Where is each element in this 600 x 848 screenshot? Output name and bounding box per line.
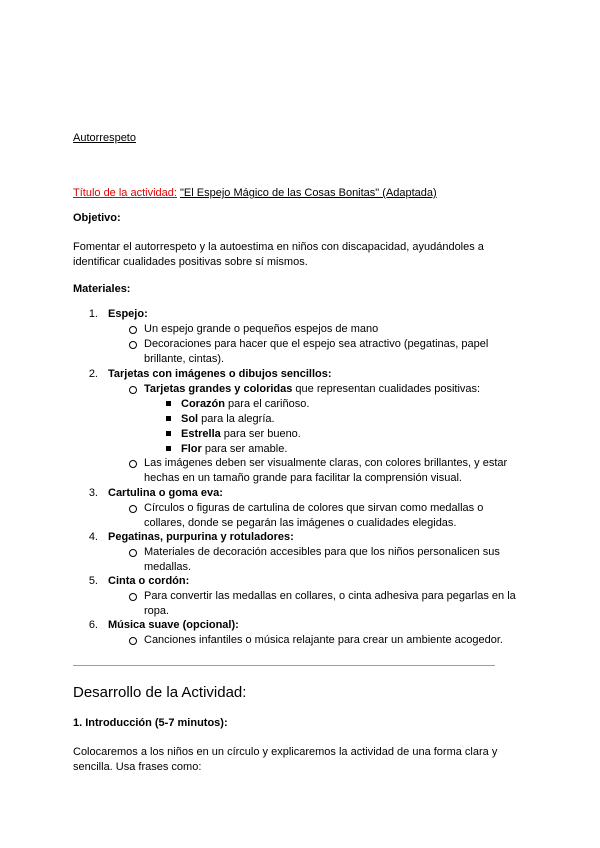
phrase: que representan cualidades positivas: [292, 383, 481, 395]
hollow-bullet-icon [129, 460, 137, 468]
material-title: Tarjetas con imágenes o dibujos sencillos: [108, 368, 332, 380]
list-item [181, 442, 287, 457]
list-item: Para convertir las medallas en collares, o cinta adhesiva para pegarlas en la [144, 590, 516, 602]
bold-phrase: Estrella [181, 428, 221, 440]
material-title: Cinta o cordón: [108, 575, 190, 587]
intro-line-2: sencilla. Usa frases como: [73, 761, 202, 773]
hollow-bullet-icon [129, 593, 137, 601]
doc-heading: Autorrespeto [73, 132, 136, 144]
square-bullet-icon [166, 401, 171, 406]
activity-title-line [73, 186, 437, 201]
list-item [144, 382, 480, 397]
intro-line-1: Colocaremos a los niños en un círculo y explicaremos la actividad de una forma clara y [73, 746, 498, 758]
list-item: hechas en un tamaño grande para facilitar la comprensión visual. [144, 472, 462, 484]
list-number: 6. [88, 619, 98, 631]
intro-heading: 1. Introducción (5-7 minutos): [73, 717, 228, 729]
list-number: 4. [88, 531, 98, 543]
list-item [181, 397, 309, 412]
horizontal-divider [73, 665, 495, 666]
hollow-bullet-icon [129, 341, 137, 349]
development-heading: Desarrollo de la Actividad: [73, 684, 247, 701]
hollow-bullet-icon [129, 386, 137, 394]
material-title: Música suave (opcional): [108, 619, 239, 631]
phrase: para ser amable. [201, 443, 288, 455]
hollow-bullet-icon [129, 637, 137, 645]
phrase: para ser bueno. [220, 428, 301, 440]
list-item: Canciones infantiles o música relajante para crear un ambiente acogedor. [144, 634, 503, 646]
phrase: para el cariñoso. [225, 398, 310, 410]
materials-heading: Materiales: [73, 283, 131, 295]
list-number: 2. [88, 368, 98, 380]
list-item: Materiales de decoración accesibles para que los niños personalicen sus [144, 546, 500, 558]
square-bullet-icon [166, 416, 171, 421]
objective-line-2: identificar cualidades positivas sobre sí mismos. [73, 256, 308, 268]
material-title: Pegatinas, purpurina y rotuladores: [108, 531, 294, 543]
bold-phrase: Sol [181, 413, 199, 425]
list-number: 1. [88, 308, 98, 320]
list-item [181, 427, 301, 442]
list-item: collares, donde se pegarán las imágenes o cualidades elegidas. [144, 517, 457, 529]
bold-phrase: Tarjetas grandes y coloridas [144, 383, 293, 395]
list-item: Un espejo grande o pequeños espejos de mano [144, 323, 379, 335]
material-title: Cartulina o goma eva: [108, 487, 223, 499]
list-item: Decoraciones para hacer que el espejo sea atractivo (pegatinas, papel [144, 338, 489, 350]
bold-phrase: Corazón [181, 398, 225, 410]
list-item: brillante, cintas). [144, 353, 225, 365]
list-item [181, 412, 275, 427]
square-bullet-icon [166, 446, 171, 451]
hollow-bullet-icon [129, 549, 137, 557]
material-title: Espejo: [108, 308, 148, 320]
phrase: para la alegría. [198, 413, 275, 425]
list-item: Círculos o figuras de cartulina de colores que sirvan como medallas o [144, 502, 484, 514]
list-item: ropa. [144, 605, 170, 617]
activity-label: Título de la actividad: [73, 187, 177, 199]
list-number: 3. [88, 487, 98, 499]
square-bullet-icon [166, 431, 171, 436]
list-number: 5. [88, 575, 98, 587]
hollow-bullet-icon [129, 505, 137, 513]
activity-title: "El Espejo Mágico de las Cosas Bonitas" (Adaptada) [180, 187, 437, 199]
bold-phrase: Flor [181, 443, 202, 455]
list-item: Las imágenes deben ser visualmente claras, con colores brillantes, y estar [144, 457, 508, 469]
objective-heading: Objetivo: [73, 212, 121, 224]
hollow-bullet-icon [129, 326, 137, 334]
list-item: medallas. [144, 561, 192, 573]
objective-line-1: Fomentar el autorrespeto y la autoestima en niños con discapacidad, ayudándoles a [73, 241, 484, 253]
